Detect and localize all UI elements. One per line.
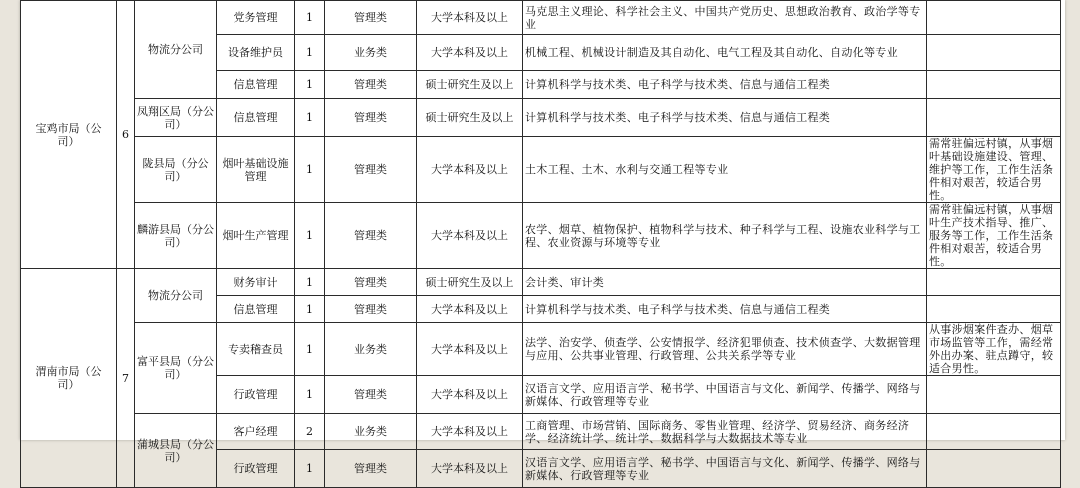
education-cell: 大学本科及以上 (417, 450, 523, 488)
count-cell: 1 (295, 137, 325, 203)
type-cell: 业务类 (325, 35, 417, 71)
city-cell: 宝鸡市局（公司） (21, 1, 117, 269)
note-cell (927, 296, 1061, 323)
table-row (21, 414, 1061, 450)
recruitment-table (20, 0, 1061, 488)
education-cell: 大学本科及以上 (417, 203, 523, 269)
count-cell: 1 (295, 269, 325, 296)
education-cell: 硕士研究生及以上 (417, 99, 523, 137)
note-cell (927, 414, 1061, 450)
type-cell: 管理类 (325, 71, 417, 99)
education-cell: 大学本科及以上 (417, 323, 523, 376)
index-cell: 6 (117, 1, 135, 269)
type-cell: 业务类 (325, 414, 417, 450)
post-cell: 行政管理 (217, 450, 295, 488)
table-row (21, 137, 1061, 203)
post-cell: 信息管理 (217, 99, 295, 137)
education-cell: 大学本科及以上 (417, 35, 523, 71)
type-cell: 管理类 (325, 99, 417, 137)
unit-cell: 麟游县局（分公司） (135, 203, 217, 269)
education-cell: 大学本科及以上 (417, 414, 523, 450)
table-row (21, 203, 1061, 269)
count-cell: 1 (295, 99, 325, 137)
unit-cell: 蒲城县局（分公司） (135, 414, 217, 488)
major-cell: 计算机科学与技术类、电子科学与技术类、信息与通信工程类 (523, 99, 927, 137)
count-cell: 1 (295, 203, 325, 269)
type-cell: 管理类 (325, 269, 417, 296)
note-cell (927, 99, 1061, 137)
major-cell: 计算机科学与技术类、电子科学与技术类、信息与通信工程类 (523, 296, 927, 323)
post-cell: 设备维护员 (217, 35, 295, 71)
note-cell: 从事涉烟案件查办、烟草市场监管等工作，需经常外出办案、驻点蹲守，较适合男性。 (927, 323, 1061, 376)
note-cell (927, 1, 1061, 35)
unit-cell: 富平县局（分公司） (135, 323, 217, 414)
major-cell: 汉语言文学、应用语言学、秘书学、中国语言与文化、新闻学、传播学、网络与新媒体、行政管理等专业 (523, 376, 927, 414)
note-cell (927, 376, 1061, 414)
table-row (21, 269, 1061, 296)
count-cell: 1 (295, 71, 325, 99)
note-cell (927, 35, 1061, 71)
count-cell: 2 (295, 414, 325, 450)
post-cell: 信息管理 (217, 296, 295, 323)
post-cell: 财务审计 (217, 269, 295, 296)
major-cell: 马克思主义理论、科学社会主义、中国共产党历史、思想政治教育、政治学等专业 (523, 1, 927, 35)
major-cell: 会计类、审计类 (523, 269, 927, 296)
table-row (21, 99, 1061, 137)
table-row (21, 323, 1061, 376)
table-row (21, 1, 1061, 35)
type-cell: 管理类 (325, 450, 417, 488)
type-cell: 管理类 (325, 1, 417, 35)
type-cell: 管理类 (325, 296, 417, 323)
post-cell: 党务管理 (217, 1, 295, 35)
unit-cell: 陇县局（分公司） (135, 137, 217, 203)
note-cell (927, 450, 1061, 488)
major-cell: 计算机科学与技术类、电子科学与技术类、信息与通信工程类 (523, 71, 927, 99)
major-cell: 法学、治安学、侦查学、公安情报学、经济犯罪侦查、技术侦查学、大数据管理与应用、公共事业管理、行政管理、公共关系学等专业 (523, 323, 927, 376)
education-cell: 硕士研究生及以上 (417, 71, 523, 99)
major-cell: 机械工程、机械设计制造及其自动化、电气工程及其自动化、自动化等专业 (523, 35, 927, 71)
city-cell: 渭南市局（公司） (21, 269, 117, 488)
unit-cell: 凤翔区局（分公司） (135, 99, 217, 137)
education-cell: 大学本科及以上 (417, 1, 523, 35)
education-cell: 大学本科及以上 (417, 137, 523, 203)
index-cell: 7 (117, 269, 135, 488)
post-cell: 专卖稽查员 (217, 323, 295, 376)
post-cell: 行政管理 (217, 376, 295, 414)
note-cell (927, 71, 1061, 99)
count-cell: 1 (295, 450, 325, 488)
note-cell: 需常驻偏远村镇，从事烟叶基础设施建设、管理、维护等工作，工作生活条件相对艰苦，较适合男性。 (927, 137, 1061, 203)
count-cell: 1 (295, 35, 325, 71)
count-cell: 1 (295, 376, 325, 414)
unit-cell: 物流分公司 (135, 1, 217, 99)
education-cell: 大学本科及以上 (417, 296, 523, 323)
major-cell: 汉语言文学、应用语言学、秘书学、中国语言与文化、新闻学、传播学、网络与新媒体、行政管理等专业 (523, 450, 927, 488)
major-cell: 土木工程、土木、水利与交通工程等专业 (523, 137, 927, 203)
type-cell: 业务类 (325, 323, 417, 376)
major-cell: 工商管理、市场营销、国际商务、零售业管理、经济学、贸易经济、商务经济学、经济统计学、统计学、数据科学与大数据技术等专业 (523, 414, 927, 450)
major-cell: 农学、烟草、植物保护、植物科学与技术、种子科学与工程、设施农业科学与工程、农业资源与环境等专业 (523, 203, 927, 269)
post-cell: 客户经理 (217, 414, 295, 450)
document-page (20, 0, 1065, 482)
note-cell (927, 269, 1061, 296)
education-cell: 硕士研究生及以上 (417, 269, 523, 296)
type-cell: 管理类 (325, 203, 417, 269)
count-cell: 1 (295, 1, 325, 35)
education-cell: 大学本科及以上 (417, 376, 523, 414)
type-cell: 管理类 (325, 376, 417, 414)
count-cell: 1 (295, 323, 325, 376)
post-cell: 烟叶生产管理 (217, 203, 295, 269)
type-cell: 管理类 (325, 137, 417, 203)
unit-cell: 物流分公司 (135, 269, 217, 323)
count-cell: 1 (295, 296, 325, 323)
note-cell: 需常驻偏远村镇，从事烟叶生产技术指导、推广、服务等工作，工作生活条件相对艰苦，较适合男性。 (927, 203, 1061, 269)
post-cell: 信息管理 (217, 71, 295, 99)
post-cell: 烟叶基础设施管理 (217, 137, 295, 203)
